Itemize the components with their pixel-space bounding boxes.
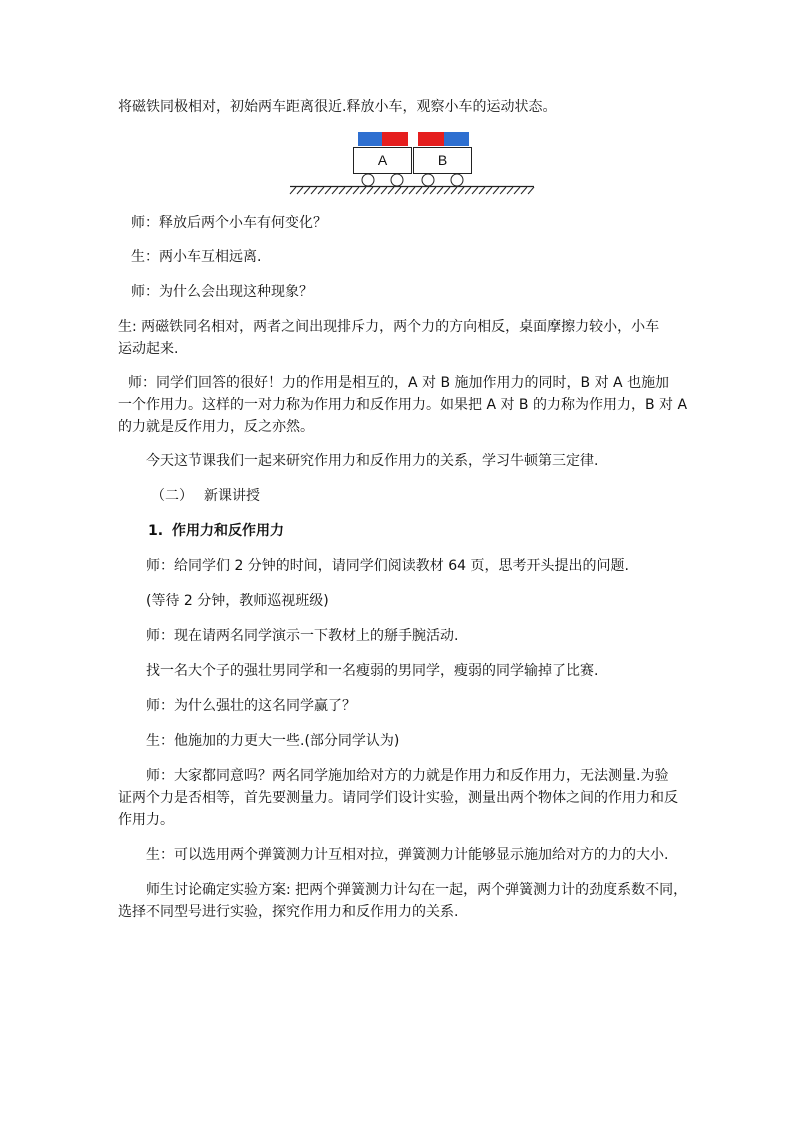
body-p3: 师：现在请两名同学演示一下教材上的掰手腕活动. bbox=[146, 628, 459, 644]
hatch-stroke bbox=[339, 187, 345, 194]
hatch-stroke bbox=[437, 187, 443, 194]
car-b-label: B bbox=[437, 152, 448, 168]
hatch-stroke bbox=[423, 187, 429, 194]
magnet-cars-diagram bbox=[288, 129, 536, 197]
dialogue-q1: 师：释放后两个小车有何变化？ bbox=[131, 215, 327, 231]
car-a-wheel-right bbox=[391, 174, 403, 186]
teacher-explain-line2: 一个作用力。这样的一对力称为作用力和反作用力。如果把 A 对 B 的力称为作用力，B 对 A bbox=[118, 397, 688, 413]
hatch-stroke bbox=[521, 187, 527, 194]
hatch-stroke bbox=[360, 187, 366, 194]
car-b-wheel-right bbox=[451, 174, 463, 186]
body-p7-line1: 师：大家都同意吗？两名同学施加给对方的力就是作用力和反作用力，无法测量.为验 bbox=[146, 768, 669, 784]
hatch-stroke bbox=[430, 187, 436, 194]
body-p5: 师：为什么强壮的这名同学赢了？ bbox=[146, 698, 356, 714]
hatch-stroke bbox=[304, 187, 310, 194]
hatch-stroke bbox=[353, 187, 359, 194]
body-p8: 生：可以选用两个弹簧测力计互相对拉，弹簧测力计能够显示施加给对方的力的大小. bbox=[146, 847, 669, 863]
magnet-cars-figure bbox=[288, 129, 536, 197]
hatch-stroke bbox=[409, 187, 415, 194]
body-p7-line2: 证两个力是否相等，首先要测量力。请同学们设计实验，测量出两个物体之间的作用力和反 bbox=[118, 790, 678, 806]
body-p9-line1: 师生讨论确定实验方案: 把两个弹簧测力计勾在一起，两个弹簧测力计的劲度系数不同， bbox=[146, 882, 688, 898]
section-title: 新课讲授 bbox=[204, 488, 260, 504]
ground-hatching bbox=[290, 187, 534, 194]
hatch-stroke bbox=[318, 187, 324, 194]
hatch-stroke bbox=[367, 187, 373, 194]
hatch-stroke bbox=[528, 187, 534, 194]
car-a-wheel-left bbox=[362, 174, 374, 186]
hatch-stroke bbox=[458, 187, 464, 194]
body-p7-line3: 作用力。 bbox=[118, 812, 174, 828]
hatch-stroke bbox=[444, 187, 450, 194]
teacher-explain-line1: 师：同学们回答的很好！力的作用是相互的，A 对 B 施加作用力的同时，B 对 A 也施加 bbox=[128, 375, 670, 391]
dialogue-a2-line2: 运动起来. bbox=[118, 341, 179, 357]
hatch-stroke bbox=[402, 187, 408, 194]
dialogue-q2: 师：为什么会出现这种现象？ bbox=[131, 284, 313, 300]
car-b-magnet-north bbox=[418, 132, 444, 146]
dialogue-a2-line1: 生: 两磁铁同名相对，两者之间出现排斥力，两个力的方向相反，桌面摩擦力较小，小车 bbox=[118, 319, 660, 335]
body-p6: 生：他施加的力更大一些.(部分同学认为) bbox=[146, 733, 400, 749]
car-b-wheel-left bbox=[422, 174, 434, 186]
teacher-explain-line3: 的力就是反作用力，反之亦然。 bbox=[118, 419, 314, 435]
section-number: （二） bbox=[151, 488, 193, 504]
hatch-stroke bbox=[311, 187, 317, 194]
hatch-stroke bbox=[346, 187, 352, 194]
body-p4: 找一名大个子的强壮男同学和一名瘦弱的男同学，瘦弱的同学输掉了比赛. bbox=[146, 663, 599, 679]
hatch-stroke bbox=[500, 187, 506, 194]
hatch-stroke bbox=[388, 187, 394, 194]
hatch-stroke bbox=[374, 187, 380, 194]
subsection-title: 作用力和反作用力 bbox=[172, 523, 284, 539]
dialogue-a1: 生：两小车互相远离. bbox=[131, 249, 262, 265]
car-a-magnet-north bbox=[382, 132, 408, 146]
intro-text: 将磁铁同极相对，初始两车距离很近.释放小车，观察小车的运动状态。 bbox=[118, 99, 557, 115]
hatch-stroke bbox=[472, 187, 478, 194]
hatch-stroke bbox=[297, 187, 303, 194]
hatch-stroke bbox=[507, 187, 513, 194]
hatch-stroke bbox=[493, 187, 499, 194]
car-a-label: A bbox=[377, 152, 388, 168]
subsection-number: 1. bbox=[148, 523, 164, 539]
hatch-stroke bbox=[290, 187, 296, 194]
hatch-stroke bbox=[332, 187, 338, 194]
hatch-stroke bbox=[451, 187, 457, 194]
body-p2: (等待 2 分钟，教师巡视班级) bbox=[146, 593, 329, 609]
hatch-stroke bbox=[479, 187, 485, 194]
car-b-magnet-south bbox=[444, 132, 469, 146]
hatch-stroke bbox=[465, 187, 471, 194]
hatch-stroke bbox=[486, 187, 492, 194]
body-p1: 师：给同学们 2 分钟的时间，请同学们阅读教材 64 页，思考开头提出的问题. bbox=[146, 558, 629, 574]
hatch-stroke bbox=[325, 187, 331, 194]
hatch-stroke bbox=[514, 187, 520, 194]
hatch-stroke bbox=[395, 187, 401, 194]
hatch-stroke bbox=[416, 187, 422, 194]
hatch-stroke bbox=[381, 187, 387, 194]
car-a-magnet-south bbox=[358, 132, 382, 146]
body-p9-line2: 选择不同型号进行实验，探究作用力和反作用力的关系. bbox=[118, 904, 459, 920]
today-text: 今天这节课我们一起来研究作用力和反作用力的关系，学习牛顿第三定律. bbox=[146, 453, 599, 469]
